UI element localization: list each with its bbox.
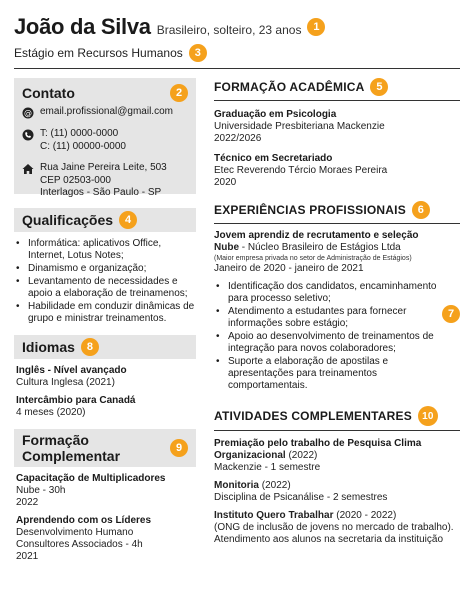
activities-heading: [214, 406, 460, 426]
badge-1: 1: [307, 18, 325, 36]
svg-text:@: @: [24, 108, 32, 118]
qualifications-title: Qualificações: [22, 212, 114, 228]
course-line: 2022: [16, 497, 39, 508]
personal-info: Brasileiro, solteiro, 23 anos: [156, 23, 302, 37]
education-line: 2022/2026: [214, 133, 262, 144]
activity-item: [214, 480, 460, 504]
company-name: Nube: [214, 242, 239, 253]
phone-row: [22, 128, 188, 153]
list-item: • Dinamismo e organização;: [14, 263, 196, 275]
complementary-section: [14, 429, 196, 563]
role-row: [14, 44, 460, 62]
education-title: FORMAÇÃO ACADÊMICA: [214, 80, 365, 94]
activities-section: [214, 406, 460, 546]
education-line: Universidade Presbiteriana Mackenzie: [214, 121, 385, 132]
complementary-title: Formação Complementar: [22, 432, 121, 464]
email-icon: [22, 107, 34, 119]
course-title: Capacitação de Multiplicadores: [16, 473, 166, 484]
activity-title-line: [214, 450, 460, 462]
experience-heading: [214, 201, 460, 219]
list-item: • Levantamento de necessidades e apoio a elaboração de treinamenos;: [14, 276, 196, 300]
badge-10: 10: [418, 406, 438, 426]
badge-6: 6: [412, 201, 430, 219]
activity-title: Instituto Quero Trabalhar: [214, 510, 334, 521]
address-lines: [40, 162, 167, 200]
course-line: Desenvolvimento Humano: [16, 527, 134, 538]
badge-3: 3: [189, 44, 207, 62]
complementary-heading: [14, 429, 196, 467]
activity-title: Organizacional: [214, 450, 286, 461]
activity-detail: Disciplina de Psicanálise - 2 semestres: [214, 492, 388, 503]
experience-divider: [214, 223, 460, 224]
address-row: [22, 162, 188, 200]
language-item: [14, 395, 196, 419]
language-item: [14, 365, 196, 389]
activity-detail: Mackenzie - 1 semestre: [214, 462, 321, 473]
phone-lines: [40, 128, 126, 153]
language-detail: Cultura Inglesa (2021): [16, 377, 115, 388]
course-title: Aprendendo com os Líderes: [16, 515, 152, 526]
job-bullets: [214, 281, 442, 392]
badge-7: 7: [442, 305, 460, 323]
course-line: Consultores Associados - 4h: [16, 539, 143, 550]
job-item: [214, 230, 460, 392]
email-row: [22, 106, 188, 119]
list-item: • Informática: aplicativos Office, Internet, Lotus Notes;: [14, 238, 196, 262]
home-icon: [22, 163, 34, 175]
course-item: [14, 473, 196, 509]
badge-4: 4: [119, 211, 137, 229]
job-period: Janeiro de 2020 - janeiro de 2021: [214, 263, 364, 274]
email-text: email.profissional@gmail.com: [40, 106, 173, 117]
activity-year: (2020 - 2022): [333, 510, 397, 521]
badge-5: 5: [370, 78, 388, 96]
qualifications-section: [14, 208, 196, 325]
badge-9: 9: [170, 439, 188, 457]
activities-divider: [214, 430, 460, 431]
qualifications-list: [14, 238, 196, 325]
education-degree: Graduação em Psicologia: [214, 109, 337, 120]
education-item: [214, 109, 460, 145]
phone-landline: T: (11) 0000-0000: [40, 128, 119, 139]
activity-item: [214, 510, 460, 546]
candidate-name: João da Silva: [14, 14, 151, 39]
activities-title: ATIVIDADES COMPLEMENTARES: [214, 409, 412, 423]
education-section: [214, 78, 460, 189]
list-item: • Atendimento a estudantes para fornecer informações sobre estágio;: [214, 306, 442, 330]
languages-heading: [14, 335, 196, 359]
job-company: [214, 242, 460, 254]
address-street: Rua Jaine Pereira Leite, 503: [40, 162, 167, 173]
company-note: (Maior empresa privada no setor de Administração de Estágios): [214, 255, 412, 262]
badge-8: 8: [81, 338, 99, 356]
experience-section: [214, 201, 460, 392]
language-title: Intercâmbio para Canadá: [16, 395, 136, 406]
activity-year: (2022): [259, 480, 291, 491]
experience-title: EXPERIÊNCIAS PROFISSIONAIS: [214, 203, 406, 217]
education-line: Etec Reverendo Tércio Moraes Pereira: [214, 165, 388, 176]
phone-icon: [22, 129, 34, 141]
language-detail: 4 meses (2020): [16, 407, 86, 418]
education-heading: [214, 78, 460, 96]
contact-heading: [22, 84, 188, 102]
course-line: Nube - 30h: [16, 485, 66, 496]
activity-title-line: [214, 510, 460, 522]
language-title: Inglês - Nível avançado: [16, 365, 127, 376]
list-item: • Identificação dos candidatos, encaminhamento para processo seletivo;: [214, 281, 442, 305]
badge-2: 2: [170, 84, 188, 102]
course-line: 2021: [16, 551, 39, 562]
company-full-name: - Núcleo Brasileiro de Estágios Ltda: [239, 242, 401, 253]
education-line: 2020: [214, 177, 237, 188]
address-cep: CEP 02503-000: [40, 174, 111, 186]
qualifications-heading: [14, 208, 196, 232]
address-city: Interlagos - São Paulo - SP: [40, 187, 162, 198]
resume-header: [14, 14, 460, 62]
education-item: [214, 153, 460, 189]
activity-title: Monitoria: [214, 480, 259, 491]
activity-item: [214, 438, 460, 474]
languages-title: Idiomas: [22, 339, 75, 355]
header-divider: [14, 68, 460, 69]
name-row: [14, 14, 460, 40]
phone-cell: C: (11) 00000-0000: [40, 140, 126, 152]
contact-title: Contato: [22, 85, 75, 101]
activity-title: Premiação pelo trabalho de Pesquisa Clima: [214, 438, 422, 449]
left-column: [14, 78, 196, 563]
list-item: • Suporte a elaboração de apostilas e apresentações para treinamentos comportamentais.: [214, 356, 442, 392]
education-degree: Técnico em Secretariado: [214, 153, 333, 164]
list-item: • Apoio ao desenvolvimento de treinamentos de integração para novos colaboradores;: [214, 331, 442, 355]
activity-detail: (ONG de inclusão de jovens no mercado de trabalho). Atendimento aos alunos na secretaria da instituição: [214, 522, 454, 545]
languages-section: [14, 335, 196, 419]
education-divider: [214, 100, 460, 101]
job-title: Jovem aprendiz de recrutamento e seleção: [214, 230, 419, 241]
target-role: Estágio em Recursos Humanos: [14, 46, 183, 60]
contact-box: [14, 78, 196, 198]
activity-year: (2022): [285, 450, 318, 461]
activity-title-line: [214, 480, 460, 492]
course-item: [14, 515, 196, 563]
right-column: [214, 78, 460, 546]
list-item: • Habilidade em conduzir dinâmicas de grupo e ministrar treinamentos.: [14, 301, 196, 325]
